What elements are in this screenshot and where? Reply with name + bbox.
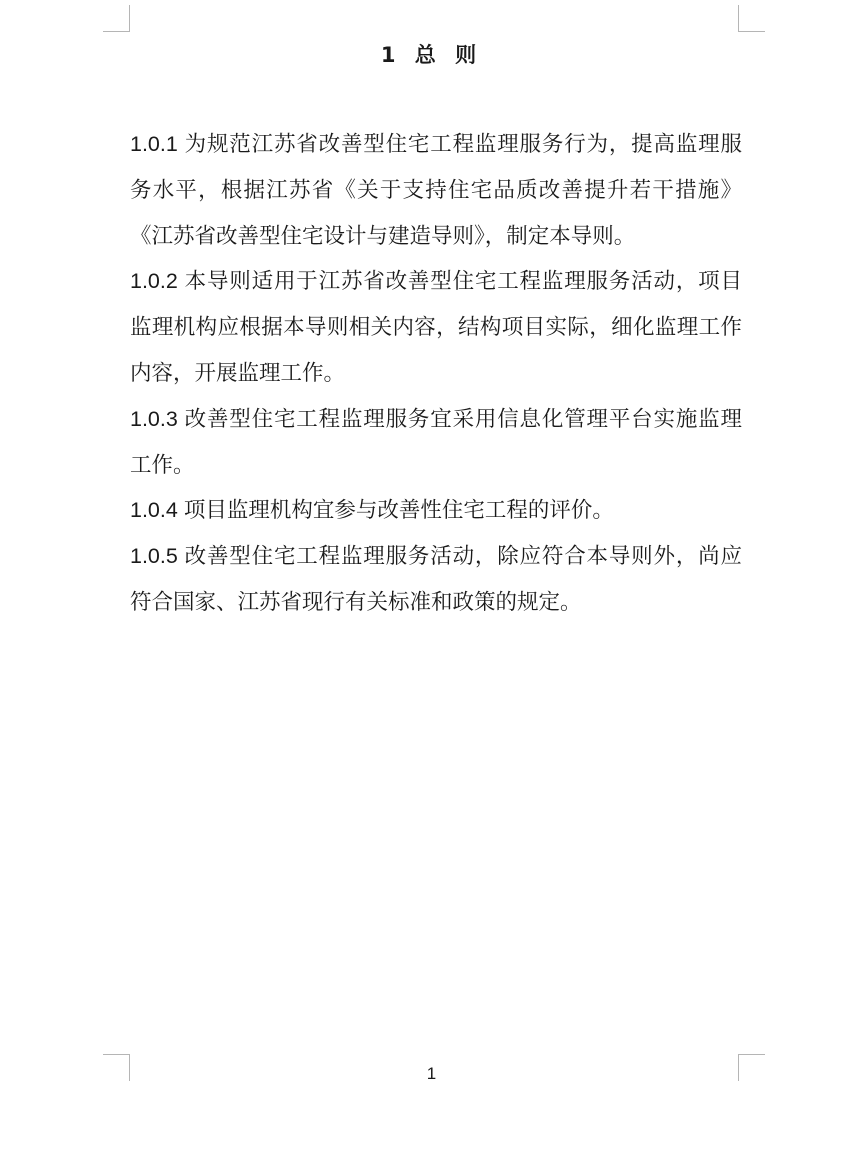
clause-paragraph (130, 259, 742, 396)
clause-paragraph (130, 534, 742, 626)
clause-text: 项目监理机构宜参与改善性住宅工程的评价。 (183, 498, 614, 524)
clause-number: 1.0.5 (130, 544, 178, 569)
clause-number: 1.0.2 (130, 269, 178, 294)
clause-number: 1.0.3 (130, 406, 178, 431)
clause-number: 1.0.1 (130, 132, 178, 156)
clause-paragraph (130, 397, 742, 489)
clause-number: 1.0.4 (130, 498, 178, 523)
chapter-title: 1 总 则 (380, 43, 483, 67)
clause-text: 改善型住宅工程监理服务活动，除应符合本导则外，尚应符合国家、江苏省现行有关标准和政策的规定。 (130, 544, 742, 615)
document-body (130, 122, 742, 626)
crop-mark-top-left (103, 5, 130, 32)
page-number: 1 (426, 1064, 437, 1083)
crop-mark-top-right (738, 5, 765, 32)
clause-paragraph (130, 488, 742, 534)
clause-text: 为规范江苏省改善型住宅工程监理服务行为，提高监理服务水平，根据江苏省《关于支持住宅品质改善提升若干措施》《江苏省改善型住宅设计与建造导则》，制定本导则。 (130, 132, 742, 249)
clause-text: 本导则适用于江苏省改善型住宅工程监理服务活动，项目监理机构应根据本导则相关内容，结构项目实际，细化监理工作内容，开展监理工作。 (130, 269, 742, 386)
clause-paragraph (130, 122, 742, 259)
clause-text: 改善型住宅工程监理服务宜采用信息化管理平台实施监理工作。 (130, 406, 742, 478)
